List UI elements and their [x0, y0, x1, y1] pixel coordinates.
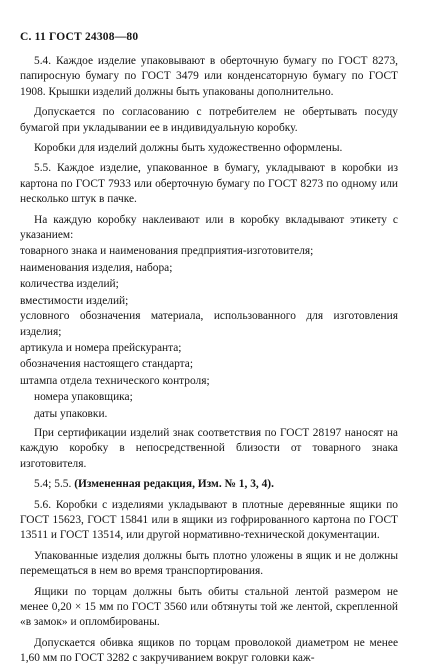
list-item: артикула и номера прейскуранта;: [20, 341, 182, 354]
paragraph-wrapping-exception: Допускается по согласованию с потребителем не обертывать посуду бумагой при укладывании ее в индивидуальную коробку.: [20, 106, 398, 134]
paragraph-amendment: [20, 477, 398, 492]
page-header: С. 11 ГОСТ 24308—80: [20, 31, 139, 43]
label-items-list: [20, 243, 398, 421]
amendment-note: (Измененная редакция, Изм. № 1, 3, 4).: [74, 478, 274, 491]
list-item: количества изделий;: [20, 278, 119, 291]
paragraph-packing-tight: Упакованные изделия должны быть плотно уложены в ящик и не должны перемещаться в нем во время транспортирования.: [20, 549, 398, 578]
list-item: товарного знака и наименования предприятия-изготовителя;: [20, 245, 314, 258]
list-item: наименования изделия, набора;: [20, 261, 173, 274]
paragraph-label-intro: На каждую коробку наклеивают или в коробку вкладывают этикету с указанием:: [20, 213, 398, 242]
list-item: обозначения настоящего стандарта;: [20, 358, 194, 371]
list-item: даты упаковки.: [34, 407, 108, 420]
document-page: [20, 29, 398, 667]
amendment-clauses: 5.4; 5.5.: [34, 478, 72, 491]
paragraph-steel-band: Ящики по торцам должны быть обиты стальной лентой размером не менее 0,20 × 15 мм по ГОСТ 3560 или обтянуты той же лентой, скрепленной «в замок» и опломбированы.: [20, 585, 398, 629]
paragraph-5-4: 5.4. Каждое изделие упаковывают в оберточную бумагу по ГОСТ 8273, папиросную бумагу по ГОСТ 3479 или конденсаторную бумагу по ГОСТ 1908. Крышки изделий должны быть упакованы дополнительно.: [20, 55, 398, 98]
paragraph-wire-binding: Допускается обивка ящиков по торцам проволокой диаметром не менее 1,60 мм по ГОСТ 3282 с закручиванием вокруг головки каж-: [20, 636, 398, 665]
list-item: штампа отдела технического контроля;: [20, 374, 210, 387]
list-item: условного обозначения материала, использованного для изготовления изделия;: [20, 310, 398, 338]
list-item: номера упаковщика;: [34, 391, 133, 404]
paragraph-box-design: Коробки для изделий должны быть художественно оформлены.: [34, 142, 343, 155]
paragraph-5-5: 5.5. Каждое изделие, упакованное в бумагу, укладывают в коробки из картона по ГОСТ 7933 или оберточную бумагу по ГОСТ 8273 по одному или несколько штук в пачке.: [20, 162, 398, 206]
paragraph-certification: При сертификации изделий знак соответствия по ГОСТ 28197 наносят на каждую коробку в непосредственной близости от товарного знака изготовителя.: [20, 426, 398, 470]
list-item: вместимости изделий;: [20, 294, 129, 307]
paragraph-5-6: 5.6. Коробки с изделиями укладывают в плотные деревянные ящики по ГОСТ 15623, ГОСТ 15841 или в ящики из гофрированного картона по ГОСТ 13511 и ГОСТ 13514, или другой нормативно-технической документации.: [20, 498, 398, 542]
